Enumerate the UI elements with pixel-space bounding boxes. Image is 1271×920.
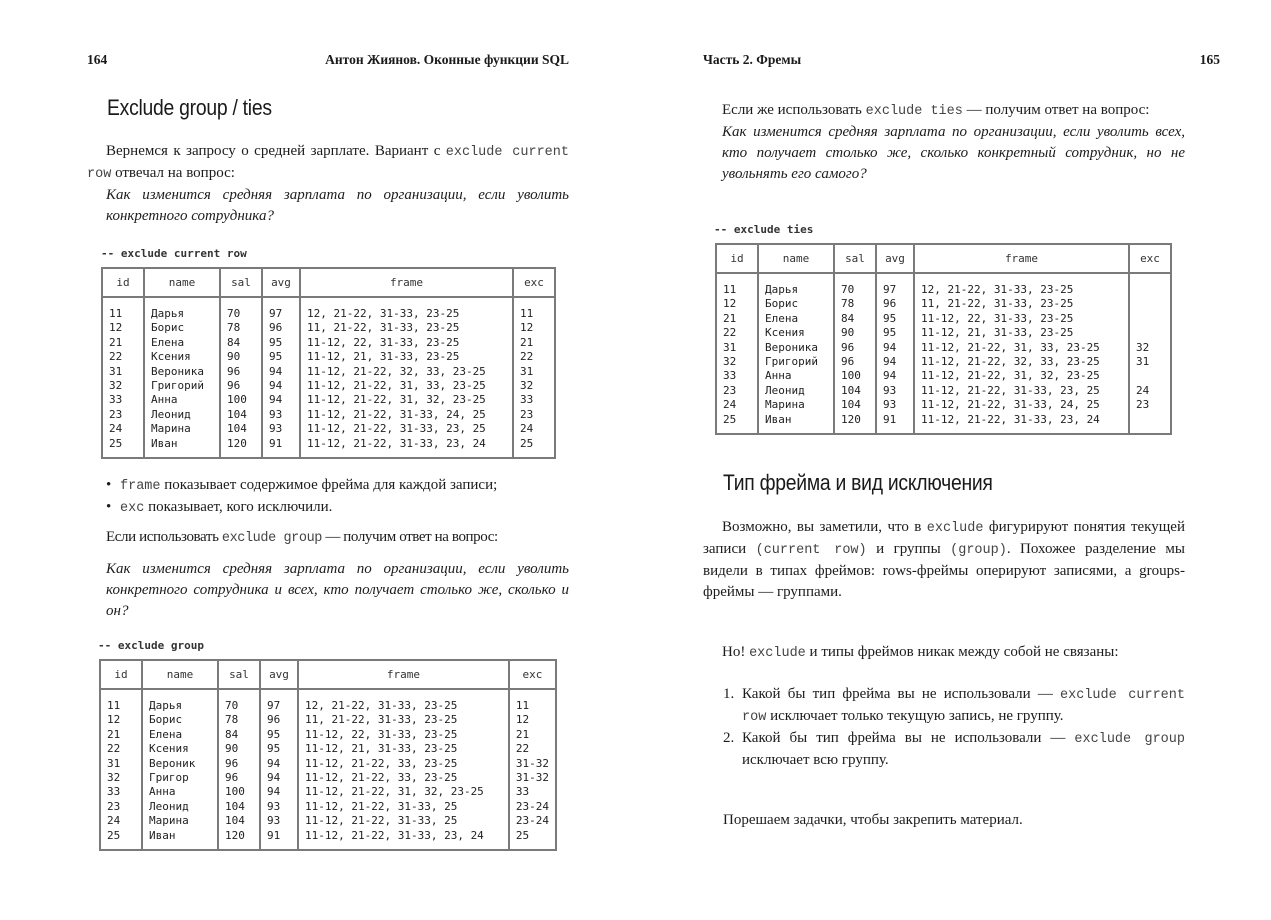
note-paragraph bbox=[703, 642, 1185, 664]
cell-name: Марина bbox=[758, 398, 834, 412]
cell-id: 25 bbox=[102, 437, 144, 458]
table-row bbox=[100, 742, 556, 756]
cell-name: Елена bbox=[142, 728, 218, 742]
cell-exc: 32 bbox=[1129, 341, 1171, 355]
cell-sal: 90 bbox=[220, 350, 262, 364]
cell-frame: 11-12, 21-22, 31-33, 25 bbox=[298, 800, 509, 814]
table-row bbox=[100, 689, 556, 713]
column-header-avg: avg bbox=[876, 244, 914, 273]
cell-avg: 96 bbox=[876, 297, 914, 311]
running-head: Часть 2. Фремы bbox=[703, 52, 802, 67]
cell-exc: 11 bbox=[509, 689, 556, 713]
table-row bbox=[102, 365, 555, 379]
table-row bbox=[100, 785, 556, 799]
cell-id: 33 bbox=[716, 369, 758, 383]
inline-code: exclude current row bbox=[742, 688, 1185, 725]
cell-name: Ксения bbox=[758, 326, 834, 340]
cell-avg: 93 bbox=[260, 814, 298, 828]
table-row bbox=[716, 341, 1171, 355]
cell-name: Борис bbox=[758, 297, 834, 311]
cell-id: 22 bbox=[100, 742, 142, 756]
cell-exc bbox=[1129, 326, 1171, 340]
cell-avg: 93 bbox=[876, 384, 914, 398]
table-header-row bbox=[100, 660, 556, 689]
cell-id: 33 bbox=[102, 393, 144, 407]
cell-name: Анна bbox=[144, 393, 220, 407]
list-number: 1. bbox=[723, 686, 735, 702]
table-caption: -- exclude ties bbox=[714, 223, 814, 236]
column-header-sal: sal bbox=[834, 244, 876, 273]
cell-exc: 21 bbox=[513, 336, 555, 350]
cell-avg: 94 bbox=[262, 379, 300, 393]
cell-id: 31 bbox=[100, 757, 142, 771]
cell-sal: 100 bbox=[834, 369, 876, 383]
cell-id: 32 bbox=[100, 771, 142, 785]
table-row bbox=[102, 408, 555, 422]
cell-exc: 32 bbox=[513, 379, 555, 393]
table-row bbox=[102, 393, 555, 407]
cell-frame: 12, 21-22, 31-33, 23-25 bbox=[298, 689, 509, 713]
cell-frame: 11-12, 21-22, 31, 32, 23-25 bbox=[300, 393, 513, 407]
cell-sal: 96 bbox=[220, 365, 262, 379]
group-intro bbox=[106, 527, 576, 549]
table-row bbox=[716, 384, 1171, 398]
cell-avg: 97 bbox=[260, 689, 298, 713]
cell-frame: 11-12, 21-22, 32, 33, 23-25 bbox=[300, 365, 513, 379]
cell-sal: 90 bbox=[218, 742, 260, 756]
cell-sal: 78 bbox=[218, 713, 260, 727]
cell-id: 31 bbox=[102, 365, 144, 379]
cell-id: 12 bbox=[102, 321, 144, 335]
inline-code: exclude group bbox=[1074, 732, 1185, 747]
cell-exc: 31-32 bbox=[509, 757, 556, 771]
inline-code: exclude current row bbox=[87, 145, 569, 182]
cell-avg: 94 bbox=[876, 341, 914, 355]
bullet-text: показывает содержимое фрейма для каждой записи; bbox=[160, 477, 498, 493]
column-header-exc: exc bbox=[509, 660, 556, 689]
cell-sal: 90 bbox=[834, 326, 876, 340]
inline-code: exclude group bbox=[221, 531, 322, 546]
cell-frame: 11-12, 21-22, 31-33, 24, 25 bbox=[300, 408, 513, 422]
cell-name: Вероника bbox=[758, 341, 834, 355]
closing-line: Порешаем задачки, чтобы закрепить материал. bbox=[723, 812, 1023, 828]
column-header-frame: frame bbox=[914, 244, 1129, 273]
bullet-text: показывает, кого исключили. bbox=[144, 499, 333, 515]
column-header-id: id bbox=[100, 660, 142, 689]
cell-frame: 11-12, 21-22, 31, 32, 23-25 bbox=[914, 369, 1129, 383]
table-row bbox=[102, 350, 555, 364]
table-row bbox=[100, 771, 556, 785]
table-caption: -- exclude group bbox=[98, 639, 204, 652]
cell-name: Елена bbox=[144, 336, 220, 350]
cell-frame: 11-12, 21-22, 31-33, 24, 25 bbox=[914, 398, 1129, 412]
cell-sal: 96 bbox=[218, 771, 260, 785]
para-text: и типы фреймов никак между собой не связаны: bbox=[805, 644, 1119, 660]
list-item bbox=[723, 684, 1185, 728]
cell-name: Дарья bbox=[144, 297, 220, 321]
cell-frame: 11-12, 21-22, 31-33, 23, 25 bbox=[300, 422, 513, 436]
page-number: 164 bbox=[87, 52, 108, 67]
cell-name: Елена bbox=[758, 312, 834, 326]
cell-name: Анна bbox=[758, 369, 834, 383]
cell-avg: 94 bbox=[876, 369, 914, 383]
cell-avg: 93 bbox=[262, 408, 300, 422]
cell-name: Григорий bbox=[144, 379, 220, 393]
cell-frame: 11-12, 21-22, 31-33, 25 bbox=[298, 814, 509, 828]
cell-id: 12 bbox=[716, 297, 758, 311]
cell-frame: 11-12, 21-22, 31-33, 23, 24 bbox=[914, 413, 1129, 434]
cell-avg: 91 bbox=[262, 437, 300, 458]
list-text: исключает всю группу. bbox=[742, 752, 889, 768]
cell-exc bbox=[1129, 273, 1171, 297]
cell-exc: 23 bbox=[513, 408, 555, 422]
cell-sal: 104 bbox=[220, 422, 262, 436]
group-intro-text: Если использовать bbox=[106, 529, 222, 545]
cell-avg: 93 bbox=[876, 398, 914, 412]
cell-id: 33 bbox=[100, 785, 142, 799]
column-header-exc: exc bbox=[1129, 244, 1171, 273]
cell-frame: 11-12, 21, 31-33, 23-25 bbox=[300, 350, 513, 364]
column-header-frame: frame bbox=[298, 660, 509, 689]
cell-sal: 100 bbox=[218, 785, 260, 799]
cell-exc bbox=[1129, 369, 1171, 383]
page-number: 165 bbox=[1199, 52, 1220, 67]
cell-name: Леонид bbox=[144, 408, 220, 422]
left-page bbox=[0, 0, 635, 920]
cell-sal: 120 bbox=[218, 829, 260, 850]
cell-exc: 31 bbox=[1129, 355, 1171, 369]
cell-avg: 97 bbox=[876, 273, 914, 297]
running-head: Антон Жиянов. Оконные функции SQL bbox=[325, 52, 569, 67]
cell-sal: 70 bbox=[218, 689, 260, 713]
cell-id: 32 bbox=[102, 379, 144, 393]
table-row bbox=[102, 336, 555, 350]
cell-name: Иван bbox=[758, 413, 834, 434]
cell-avg: 93 bbox=[262, 422, 300, 436]
cell-name: Иван bbox=[142, 829, 218, 850]
right-page bbox=[636, 0, 1271, 920]
cell-sal: 84 bbox=[220, 336, 262, 350]
list-item bbox=[723, 728, 1185, 771]
cell-avg: 93 bbox=[260, 800, 298, 814]
cell-id: 24 bbox=[716, 398, 758, 412]
cell-frame: 11-12, 21-22, 31, 33, 23-25 bbox=[914, 341, 1129, 355]
cell-name: Вероник bbox=[142, 757, 218, 771]
cell-sal: 104 bbox=[218, 800, 260, 814]
cell-exc: 31 bbox=[513, 365, 555, 379]
list-text: исключает только текущую запись, не группу. bbox=[766, 708, 1064, 724]
cell-avg: 95 bbox=[876, 312, 914, 326]
table-row bbox=[716, 326, 1171, 340]
column-header-avg: avg bbox=[262, 268, 300, 297]
cell-name: Григор bbox=[142, 771, 218, 785]
cell-frame: 11-12, 22, 31-33, 23-25 bbox=[300, 336, 513, 350]
cell-avg: 95 bbox=[260, 742, 298, 756]
cell-exc: 22 bbox=[513, 350, 555, 364]
column-header-id: id bbox=[716, 244, 758, 273]
inline-code: exclude ties bbox=[865, 104, 963, 119]
cell-frame: 11, 21-22, 31-33, 23-25 bbox=[914, 297, 1129, 311]
cell-id: 23 bbox=[100, 800, 142, 814]
cell-name: Дарья bbox=[758, 273, 834, 297]
question-2: Как изменится средняя зарплата по организации, если уволить конкретного сотрудника и всех, кто получает столько же, сколько и он? bbox=[106, 561, 569, 619]
table-row bbox=[102, 437, 555, 458]
table-row bbox=[100, 829, 556, 850]
intro-text: Вернемся к запросу о средней зарплате. Вариант с bbox=[106, 143, 446, 159]
cell-avg: 94 bbox=[260, 785, 298, 799]
cell-name: Борис bbox=[144, 321, 220, 335]
column-header-sal: sal bbox=[218, 660, 260, 689]
cell-name: Борис bbox=[142, 713, 218, 727]
cell-sal: 96 bbox=[834, 341, 876, 355]
cell-frame: 11-12, 21-22, 31-33, 23, 25 bbox=[914, 384, 1129, 398]
cell-sal: 104 bbox=[834, 384, 876, 398]
cell-id: 11 bbox=[102, 297, 144, 321]
cell-avg: 95 bbox=[262, 350, 300, 364]
table-row bbox=[100, 757, 556, 771]
types-paragraph bbox=[703, 517, 1185, 603]
table-row bbox=[716, 355, 1171, 369]
cell-frame: 11-12, 21-22, 32, 33, 23-25 bbox=[914, 355, 1129, 369]
cell-name: Иван bbox=[144, 437, 220, 458]
cell-frame: 11, 21-22, 31-33, 23-25 bbox=[298, 713, 509, 727]
cell-frame: 11-12, 21-22, 31, 32, 23-25 bbox=[298, 785, 509, 799]
intro-paragraph bbox=[87, 141, 569, 227]
cell-id: 21 bbox=[102, 336, 144, 350]
column-header-exc: exc bbox=[513, 268, 555, 297]
cell-frame: 11-12, 22, 31-33, 23-25 bbox=[298, 728, 509, 742]
cell-avg: 95 bbox=[260, 728, 298, 742]
table-row bbox=[100, 713, 556, 727]
cell-id: 21 bbox=[100, 728, 142, 742]
cell-name: Марина bbox=[144, 422, 220, 436]
cell-exc: 23-24 bbox=[509, 814, 556, 828]
table-row bbox=[716, 398, 1171, 412]
cell-sal: 104 bbox=[218, 814, 260, 828]
column-header-name: name bbox=[758, 244, 834, 273]
cell-exc: 12 bbox=[509, 713, 556, 727]
cell-id: 24 bbox=[102, 422, 144, 436]
cell-avg: 96 bbox=[262, 321, 300, 335]
inline-code: exclude bbox=[749, 646, 806, 661]
cell-id: 24 bbox=[100, 814, 142, 828]
ties-intro-text-end: — получим ответ на вопрос: bbox=[962, 102, 1150, 118]
column-header-avg: avg bbox=[260, 660, 298, 689]
bullet-item bbox=[106, 497, 569, 519]
table-header-row bbox=[716, 244, 1171, 273]
table-row bbox=[100, 728, 556, 742]
list-number: 2. bbox=[723, 730, 735, 746]
para-text: фигурируют понятия текущей записи bbox=[703, 519, 1185, 557]
cell-id: 11 bbox=[716, 273, 758, 297]
cell-name: Ксения bbox=[144, 350, 220, 364]
bullet-item bbox=[106, 475, 569, 497]
cell-frame: 11, 21-22, 31-33, 23-25 bbox=[300, 321, 513, 335]
cell-sal: 104 bbox=[834, 398, 876, 412]
table-row bbox=[716, 297, 1171, 311]
cell-frame: 11-12, 22, 31-33, 23-25 bbox=[914, 312, 1129, 326]
cell-exc: 23 bbox=[1129, 398, 1171, 412]
cell-avg: 94 bbox=[262, 365, 300, 379]
cell-id: 32 bbox=[716, 355, 758, 369]
table-row bbox=[102, 379, 555, 393]
table-row bbox=[100, 800, 556, 814]
cell-sal: 78 bbox=[220, 321, 262, 335]
cell-avg: 94 bbox=[876, 355, 914, 369]
result-table-group bbox=[99, 659, 557, 851]
inline-code: frame bbox=[120, 479, 161, 494]
cell-frame: 11-12, 21-22, 31, 33, 23-25 bbox=[300, 379, 513, 393]
table-row bbox=[716, 312, 1171, 326]
cell-exc: 25 bbox=[509, 829, 556, 850]
result-table-current-row bbox=[101, 267, 556, 459]
table-row bbox=[100, 814, 556, 828]
cell-sal: 70 bbox=[220, 297, 262, 321]
result-table-ties bbox=[715, 243, 1172, 435]
cell-exc: 12 bbox=[513, 321, 555, 335]
cell-id: 25 bbox=[100, 829, 142, 850]
cell-exc bbox=[1129, 413, 1171, 434]
cell-sal: 96 bbox=[834, 355, 876, 369]
column-header-name: name bbox=[144, 268, 220, 297]
cell-name: Дарья bbox=[142, 689, 218, 713]
cell-exc bbox=[1129, 297, 1171, 311]
cell-id: 22 bbox=[102, 350, 144, 364]
section-heading: Тип фрейма и вид исключения bbox=[723, 470, 993, 495]
cell-exc: 23-24 bbox=[509, 800, 556, 814]
inline-code: (group) bbox=[950, 543, 1007, 558]
cell-id: 23 bbox=[102, 408, 144, 422]
list-text: Какой бы тип фрейма вы не использовали — bbox=[742, 730, 1075, 746]
cell-id: 21 bbox=[716, 312, 758, 326]
cell-avg: 95 bbox=[262, 336, 300, 350]
cell-name: Леонид bbox=[142, 800, 218, 814]
cell-exc: 25 bbox=[513, 437, 555, 458]
cell-name: Марина bbox=[142, 814, 218, 828]
cell-avg: 91 bbox=[876, 413, 914, 434]
cell-frame: 11-12, 21-22, 33, 23-25 bbox=[298, 771, 509, 785]
cell-sal: 100 bbox=[220, 393, 262, 407]
cell-id: 22 bbox=[716, 326, 758, 340]
cell-name: Григорий bbox=[758, 355, 834, 369]
cell-frame: 11-12, 21-22, 31-33, 23, 24 bbox=[300, 437, 513, 458]
cell-sal: 70 bbox=[834, 273, 876, 297]
table-row bbox=[102, 297, 555, 321]
column-header-frame: frame bbox=[300, 268, 513, 297]
cell-frame: 11-12, 21-22, 31-33, 23, 24 bbox=[298, 829, 509, 850]
cell-frame: 12, 21-22, 31-33, 23-25 bbox=[914, 273, 1129, 297]
cell-exc bbox=[1129, 312, 1171, 326]
cell-exc: 24 bbox=[513, 422, 555, 436]
cell-id: 25 bbox=[716, 413, 758, 434]
cell-sal: 96 bbox=[220, 379, 262, 393]
cell-frame: 12, 21-22, 31-33, 23-25 bbox=[300, 297, 513, 321]
table-row bbox=[102, 422, 555, 436]
inline-code: exclude bbox=[926, 521, 984, 536]
cell-id: 11 bbox=[100, 689, 142, 713]
question-1: Как изменится средняя зарплата по организации, если уволить конкретного сотрудника? bbox=[106, 187, 569, 224]
column-header-name: name bbox=[142, 660, 218, 689]
numbered-list bbox=[723, 684, 1185, 771]
para-text: и группы bbox=[866, 541, 951, 557]
cell-exc: 21 bbox=[509, 728, 556, 742]
table-caption: -- exclude current row bbox=[101, 247, 247, 260]
cell-frame: 11-12, 21, 31-33, 23-25 bbox=[298, 742, 509, 756]
cell-exc: 22 bbox=[509, 742, 556, 756]
table-row bbox=[716, 369, 1171, 383]
cell-sal: 96 bbox=[218, 757, 260, 771]
cell-avg: 94 bbox=[262, 393, 300, 407]
cell-id: 31 bbox=[716, 341, 758, 355]
inline-code: (current row) bbox=[755, 543, 867, 558]
cell-avg: 96 bbox=[260, 713, 298, 727]
list-text: Какой бы тип фрейма вы не использовали — bbox=[742, 686, 1061, 702]
ties-intro-text: Если же использовать bbox=[722, 102, 866, 118]
cell-exc: 31-32 bbox=[509, 771, 556, 785]
table-row bbox=[716, 273, 1171, 297]
cell-avg: 91 bbox=[260, 829, 298, 850]
cell-name: Анна bbox=[142, 785, 218, 799]
para-text: Возможно, вы заметили, что в bbox=[722, 519, 927, 535]
intro-text-end: отвечал на вопрос: bbox=[111, 165, 235, 181]
para-text: Но! bbox=[722, 644, 750, 660]
cell-id: 12 bbox=[100, 713, 142, 727]
cell-name: Вероника bbox=[144, 365, 220, 379]
cell-avg: 94 bbox=[260, 771, 298, 785]
table-row bbox=[102, 321, 555, 335]
cell-id: 23 bbox=[716, 384, 758, 398]
bullet-list bbox=[106, 475, 569, 519]
column-header-id: id bbox=[102, 268, 144, 297]
inline-code: exc bbox=[120, 501, 145, 516]
cell-avg: 95 bbox=[876, 326, 914, 340]
cell-avg: 97 bbox=[262, 297, 300, 321]
cell-exc: 33 bbox=[509, 785, 556, 799]
group-intro-text-end: — получим ответ на вопрос: bbox=[322, 529, 498, 545]
ties-intro bbox=[703, 100, 1185, 185]
column-header-sal: sal bbox=[220, 268, 262, 297]
table-row bbox=[716, 413, 1171, 434]
cell-exc: 33 bbox=[513, 393, 555, 407]
cell-sal: 120 bbox=[834, 413, 876, 434]
cell-sal: 78 bbox=[834, 297, 876, 311]
table-header-row bbox=[102, 268, 555, 297]
cell-sal: 104 bbox=[220, 408, 262, 422]
cell-avg: 94 bbox=[260, 757, 298, 771]
cell-sal: 120 bbox=[220, 437, 262, 458]
cell-frame: 11-12, 21, 31-33, 23-25 bbox=[914, 326, 1129, 340]
cell-name: Ксения bbox=[142, 742, 218, 756]
cell-exc: 24 bbox=[1129, 384, 1171, 398]
cell-sal: 84 bbox=[834, 312, 876, 326]
cell-frame: 11-12, 21-22, 33, 23-25 bbox=[298, 757, 509, 771]
cell-name: Леонид bbox=[758, 384, 834, 398]
section-heading: Exclude group / ties bbox=[107, 95, 272, 120]
question-3: Как изменится средняя зарплата по организации, если уволить всех, кто получает столько же, сколько конкретный сотрудник, но не увольнять его самого? bbox=[722, 124, 1185, 182]
cell-exc: 11 bbox=[513, 297, 555, 321]
cell-sal: 84 bbox=[218, 728, 260, 742]
para-text: . Похожее разделение мы видели в типах фреймов: rows-фреймы оперируют записями, а groups-фреймы — группами. bbox=[703, 541, 1185, 600]
